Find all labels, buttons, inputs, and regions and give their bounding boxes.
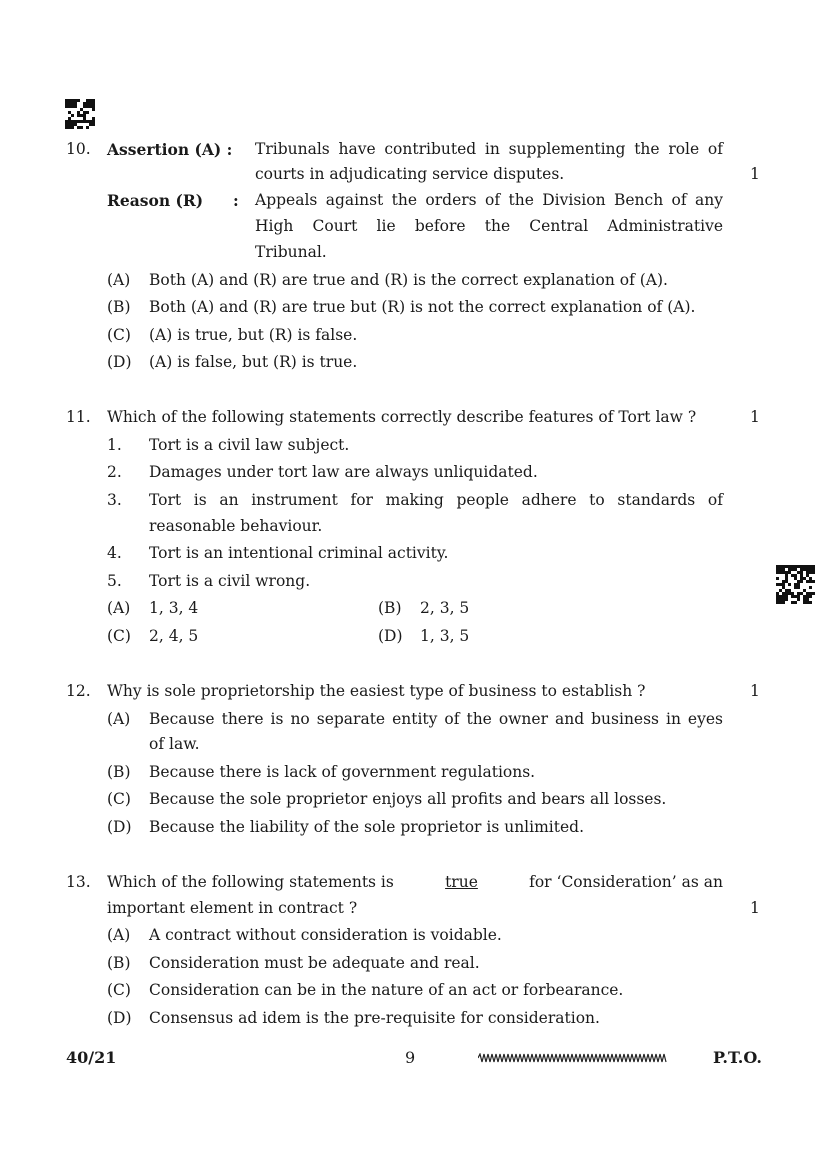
page-number: 9 bbox=[405, 1048, 416, 1067]
question-number: 12. bbox=[66, 682, 91, 700]
option-text: Both (A) and (R) are true but (R) is not the correct explanation of (A). bbox=[149, 298, 696, 316]
option-text: 2, 4, 5 bbox=[149, 627, 199, 645]
statement-text: Tort is an intentional criminal activity. bbox=[149, 544, 449, 562]
pto-label: P.T.O. bbox=[713, 1048, 762, 1067]
option-letter: (D) bbox=[107, 353, 132, 371]
option-letter: (B) bbox=[107, 298, 131, 316]
option-letter: (D) bbox=[107, 1009, 132, 1027]
reason-colon: : bbox=[233, 191, 239, 210]
reason-text-line3: Tribunal. bbox=[255, 243, 327, 261]
statement-number: 2. bbox=[107, 463, 122, 481]
statement-text-line2: reasonable behaviour. bbox=[149, 517, 323, 535]
option-text-line2: of law. bbox=[149, 735, 200, 753]
option-letter: (D) bbox=[107, 818, 132, 836]
assertion-label: Assertion (A) : bbox=[107, 140, 233, 159]
option-text: (A) is false, but (R) is true. bbox=[149, 353, 358, 371]
question-text-part2: for ‘Consideration’ as an bbox=[529, 873, 723, 891]
qr-code-right-margin bbox=[776, 565, 815, 604]
option-letter: (A) bbox=[107, 599, 131, 617]
paper-code: 40/21 bbox=[66, 1048, 117, 1067]
question-marks: 1 bbox=[750, 408, 760, 426]
option-text: 1, 3, 5 bbox=[420, 627, 470, 645]
statement-number: 4. bbox=[107, 544, 122, 562]
option-text: Because the liability of the sole proprietor is unlimited. bbox=[149, 818, 584, 836]
option-text: Both (A) and (R) are true and (R) is the correct explanation of (A). bbox=[149, 271, 668, 289]
qr-code-top-left bbox=[65, 99, 95, 129]
option-letter: (C) bbox=[107, 981, 131, 999]
option-text: Because the sole proprietor enjoys all profits and bears all losses. bbox=[149, 790, 667, 808]
option-text: (A) is true, but (R) is false. bbox=[149, 326, 358, 344]
option-text: Consideration can be in the nature of an act or forbearance. bbox=[149, 981, 624, 999]
option-text: 1, 3, 4 bbox=[149, 599, 199, 617]
question-marks: 1 bbox=[750, 165, 760, 183]
wavy-line-decoration bbox=[478, 1053, 668, 1063]
option-text: 2, 3, 5 bbox=[420, 599, 470, 617]
option-letter: (D) bbox=[378, 627, 403, 645]
assertion-text-line2: courts in adjudicating service disputes. bbox=[255, 165, 565, 183]
question-text-line2: important element in contract ? bbox=[107, 899, 358, 917]
option-letter: (B) bbox=[107, 954, 131, 972]
option-text: Because there is lack of government regulations. bbox=[149, 763, 536, 781]
option-letter: (A) bbox=[107, 271, 131, 289]
assertion-text-line1: Tribunals have contributed in supplementing the role of bbox=[255, 140, 723, 158]
question-text: Why is sole proprietorship the easiest type of business to establish ? bbox=[107, 682, 646, 700]
question-text: Which of the following statements correctly describe features of Tort law ? bbox=[107, 408, 697, 426]
question-marks: 1 bbox=[750, 682, 760, 700]
option-letter: (B) bbox=[378, 599, 402, 617]
option-text: Consideration must be adequate and real. bbox=[149, 954, 480, 972]
option-text-line1: Because there is no separate entity of the owner and business in eyes bbox=[149, 710, 723, 728]
statement-text: Tort is a civil law subject. bbox=[149, 436, 350, 454]
underlined-word: true bbox=[445, 873, 478, 891]
statement-text: Tort is a civil wrong. bbox=[149, 572, 311, 590]
reason-text-line2: High Court lie before the Central Administrative bbox=[255, 217, 723, 235]
option-letter: (C) bbox=[107, 627, 131, 645]
question-number: 11. bbox=[66, 408, 91, 426]
reason-text-line1: Appeals against the orders of the Division Bench of any bbox=[255, 191, 723, 209]
question-marks: 1 bbox=[750, 899, 760, 917]
question-text-line1 bbox=[107, 873, 723, 891]
option-letter: (C) bbox=[107, 326, 131, 344]
option-letter: (A) bbox=[107, 710, 131, 728]
question-text-part1: Which of the following statements is bbox=[107, 873, 394, 891]
question-number: 13. bbox=[66, 873, 91, 891]
option-text: A contract without consideration is voidable. bbox=[149, 926, 502, 944]
statement-text: Damages under tort law are always unliquidated. bbox=[149, 463, 538, 481]
option-letter: (B) bbox=[107, 763, 131, 781]
statement-number: 5. bbox=[107, 572, 122, 590]
statement-text-line1: Tort is an instrument for making people adhere to standards of bbox=[149, 491, 723, 509]
reason-label: Reason (R) bbox=[107, 191, 204, 210]
statement-number: 3. bbox=[107, 491, 122, 509]
question-number: 10. bbox=[66, 140, 91, 158]
option-letter: (C) bbox=[107, 790, 131, 808]
option-letter: (A) bbox=[107, 926, 131, 944]
statement-number: 1. bbox=[107, 436, 122, 454]
option-text: Consensus ad idem is the pre-requisite for consideration. bbox=[149, 1009, 600, 1027]
